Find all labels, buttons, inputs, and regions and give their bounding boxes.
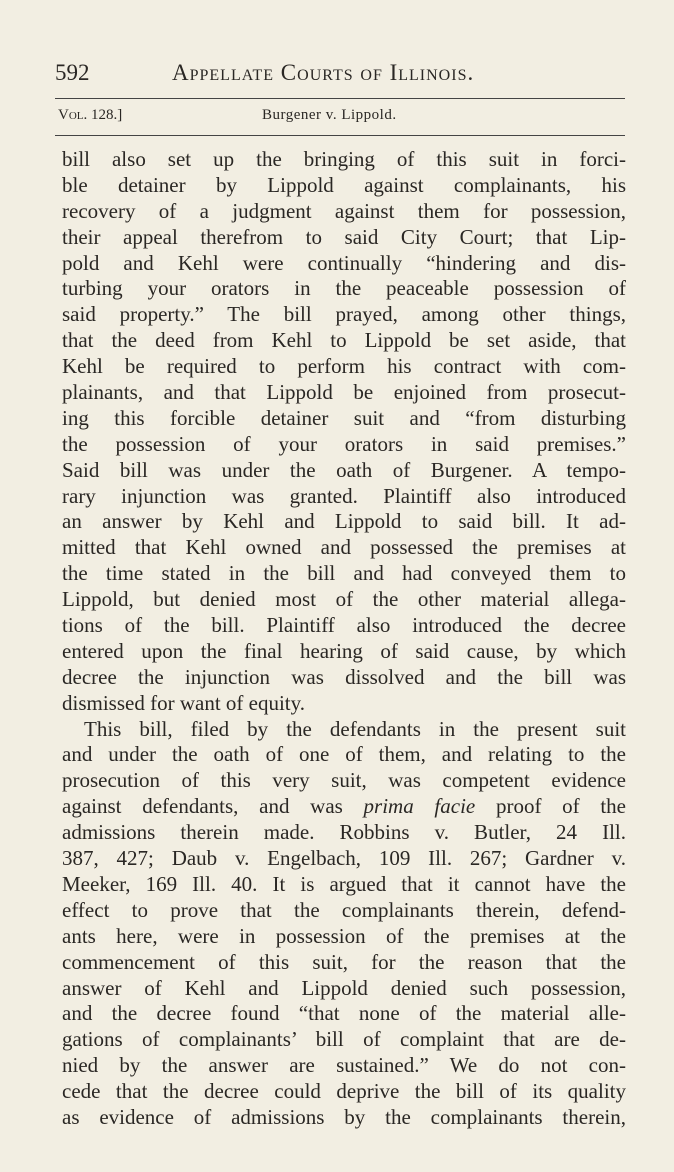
text-line: the time stated in the bill and had conveyed them to (62, 561, 626, 586)
text-line: entered upon the final hearing of said cause, by which (62, 638, 626, 663)
text-line: answer of Kehl and Lippold denied such possession, (62, 975, 626, 1000)
text-line: recovery of a judgment against them for possession, (62, 198, 626, 223)
text-line: as evidence of admissions by the complainants therein, (62, 1104, 626, 1129)
text-line: Meeker, 169 Ill. 40. It is argued that it cannot have the (62, 871, 626, 896)
text-line: dismissed for want of equity. (62, 690, 306, 715)
text-line: bill also set up the bringing of this suit in forci- (62, 147, 626, 171)
text-line: admissions therein made. Robbins v. Butler, 24 Ill. (62, 820, 626, 845)
text-line: nied by the answer are sustained.” We do not con- (62, 1053, 626, 1078)
text-line: Said bill was under the oath of Burgener. A tempo- (62, 457, 626, 482)
text-line: cede that the decree could deprive the bill of its quality (62, 1079, 626, 1104)
text-line: tions of the bill. Plaintiff also introduced the decree (62, 613, 626, 638)
text-line: their appeal therefrom to said City Court; that Lip- (62, 224, 626, 249)
header-rule-bottom (55, 135, 625, 136)
text-line: Kehl be required to perform his contract with com- (62, 354, 626, 379)
text-line: Lippold, but denied most of the other material allega- (62, 587, 626, 612)
text-line: ing this forcible detainer suit and “from disturbing (62, 405, 626, 430)
text-line: an answer by Kehl and Lippold to said bill. It ad- (62, 509, 626, 534)
text-line: decree the injunction was dissolved and the bill was (62, 664, 626, 689)
header-rule-top (55, 98, 625, 99)
text-line: gations of complainants’ bill of complaint that are de- (62, 1027, 626, 1052)
text-line: mitted that Kehl owned and possessed the premises at (62, 535, 626, 560)
body-text (62, 147, 626, 1131)
text-line: said property.” The bill prayed, among other things, (62, 302, 626, 327)
case-name: Burgener v. Lippold. (262, 107, 397, 123)
text-segment: against defendants, and was (62, 794, 364, 819)
text-line: rary injunction was granted. Plaintiff also introduced (62, 483, 626, 508)
text-line: commencement of this suit, for the reason that the (62, 949, 626, 974)
text-line: plainants, and that Lippold be enjoined from prosecut- (62, 380, 626, 405)
text-line: turbing your orators in the peaceable possession of (62, 276, 626, 301)
text-line: the possession of your orators in said premises.” (62, 431, 626, 456)
page-number: 592 (55, 60, 90, 85)
text-line: and under the oath of one of them, and relating to the (62, 742, 626, 767)
text-line (62, 794, 626, 820)
text-line: This bill, filed by the defendants in the present suit (84, 716, 626, 741)
italic-phrase: prima facie (363, 794, 476, 819)
volume-label: Vol. 128.] (58, 107, 123, 123)
text-line: effect to prove that the complainants therein, defend- (62, 897, 626, 922)
text-line: ble detainer by Lippold against complainants, his (62, 172, 626, 197)
text-line: that the deed from Kehl to Lippold be set aside, that (62, 328, 626, 353)
text-line: ants here, were in possession of the premises at the (62, 923, 626, 948)
text-line: prosecution of this very suit, was competent evidence (62, 768, 626, 793)
text-segment: proof of the (475, 794, 627, 819)
text-line: and the decree found “that none of the material alle- (62, 1001, 626, 1026)
text-line: pold and Kehl were continually “hindering and dis- (62, 250, 626, 275)
text-line: 387, 427; Daub v. Engelbach, 109 Ill. 267; Gardner v. (62, 846, 626, 871)
running-title: Appellate Courts of Illinois. (172, 60, 475, 85)
